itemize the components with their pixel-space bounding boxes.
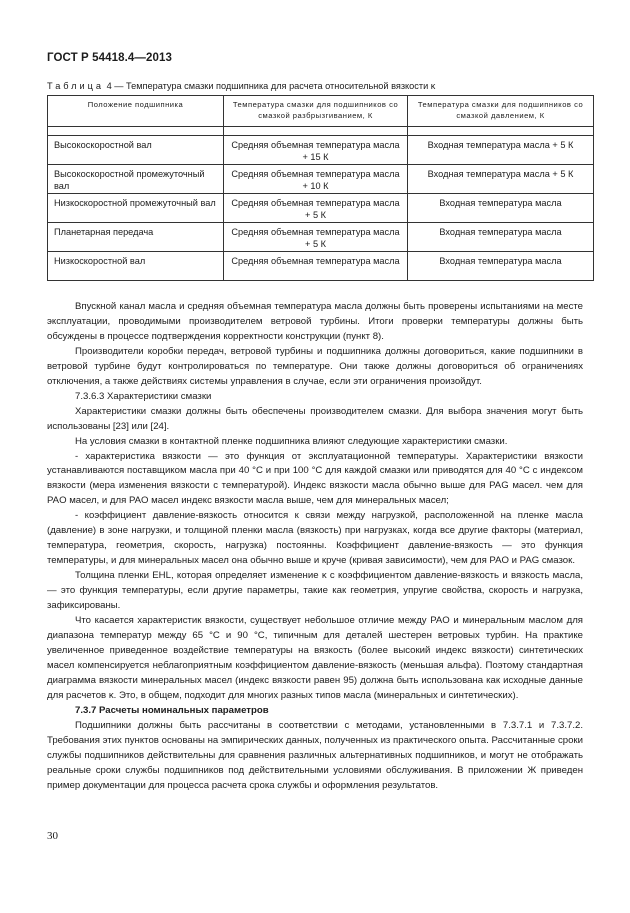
table-header-row	[48, 96, 594, 127]
paragraph: Производители коробки передач, ветровой турбины и подшипника должны договориться, какие подшипники в ветровой турбине будут контролироваться по температуре. Они также должны договориться об ограничениях отключения, а также действиях системы управления в случае, если эти ограничения произойдут.	[47, 345, 583, 387]
table-row	[48, 194, 594, 223]
list-item: - коэффициент давление-вязкость относится к связи между нагрузкой, расположенной на пленке масла (давление) в зоне нагрузки, и толщиной пленки масла (вязкость) при нагрузках, когда все другие факторы (материал, температура, геометрия, скорость, нагрузка) постоянны. Коэффициент давление-вязкость — это функция температуры, и для минеральных масел она обычно выше и круче (кривая зависимости), чем для PAO и PAG смазок.	[47, 510, 583, 567]
column-header-bearing-position: Положение подшипника	[48, 96, 224, 127]
table-cell: Входная температура масла	[408, 252, 594, 281]
paragraph: Впускной канал масла и средняя объемная температура масла должны быть проверены испытаниями на месте эксплуатации, проводимыми производителем ветровой турбины. Итоги проверки температуры должны быть обсуждены в процессе подтверждения корректности конструкции (пункт 8).	[47, 301, 583, 342]
table-cell: Средняя объемная температура масла + 5 К	[224, 223, 408, 252]
section-heading: 7.3.7 Расчеты номинальных параметров	[75, 704, 269, 716]
table-cell: Низкоскоростной вал	[48, 252, 224, 281]
paragraph: Что касается характеристик вязкости, существует небольшое отличие между PAO и минеральным маслом для диапазона температур между 65 °С и 90 °С, типичным для деталей шестерен ветровых турбин. На практике увеличенное приведенное воздействие температуры на вязкость (более высокий индекс вязкости) синтетических масел компенсируется неблагоприятным коэффициентом давление-вязкость (меньшая альфа). Поэтому стандартная диаграмма вязкости минеральных масел (индекс вязкости равен 95) должна быть использована как исходные данные для расчетов κ. Это, в общем, подходит для многих разных типов масла (минеральных и синтетических).	[47, 615, 583, 701]
column-header-splash-lubrication: Температура смазки для подшипников со смазкой разбрызгиванием, К	[224, 96, 408, 127]
table-caption	[47, 81, 435, 91]
table-cell: Входная температура масла	[408, 194, 594, 223]
table-cell: Средняя объемная температура масла + 15 К	[224, 136, 408, 165]
list-item: - характеристика вязкости — это функция от эксплуатационной температуры. Характеристики вязкости устанавливаются поставщиком масла при 40 °С и при 100 °С для каждой смазки или приводятся для 40 °С с индексом вязкости (мера изменения вязкости с температурой). Индекс вязкости масла обычно выше для PAG масел. чем для PAO масел, и для PAO масел индекс вязкости масла выше, чем для минеральных масел;	[47, 450, 583, 507]
table-spacer-row	[48, 127, 594, 136]
table-cell: Средняя объемная температура масла + 10 К	[224, 165, 408, 194]
table-row	[48, 252, 594, 281]
table-row	[48, 165, 594, 194]
column-header-pressure-lubrication: Температура смазки для подшипников со смазкой давлением, К	[408, 96, 594, 127]
table-cell: Высокоскоростной промежуточный вал	[48, 165, 224, 194]
section-heading: 7.3.6.3 Характеристики смазки	[75, 390, 212, 402]
table-cell: Входная температура масла + 5 К	[408, 165, 594, 194]
document-header: ГОСТ Р 54418.4—2013	[47, 52, 172, 64]
table-cell: Средняя объемная температура масла + 5 К	[224, 194, 408, 223]
table-caption-text: 4 — Температура смазки подшипника для расчета относительной вязкости κ	[104, 81, 436, 91]
table-caption-label: Таблица	[47, 81, 105, 91]
body-text	[47, 300, 583, 793]
table-cell: Низкоскоростной промежуточный вал	[48, 194, 224, 223]
paragraph: Толщина пленки EHL, которая определяет изменение κ с коэффициентом давление-вязкость и вязкость масла, — это функция температуры, если другие параметры, такие как геометрия, упругие свойства, скорость и нагрузка, зафиксированы.	[47, 570, 583, 612]
table-cell: Входная температура масла + 5 К	[408, 136, 594, 165]
table-cell: Планетарная передача	[48, 223, 224, 252]
page-number: 30	[47, 830, 58, 842]
table-row	[48, 136, 594, 165]
paragraph: Подшипники должны быть рассчитаны в соответствии с методами, установленными в 7.3.7.1 и 7.3.7.2. Требования этих пунктов основаны на эмпирических данных, полученных из практического опыта. Рассчитанные сроки службы подшипников действительны для сравнения различных альтернативных подшипников, и могут не отображать реальные сроки службы подшипников под действительными условиями обслуживания. В приложении Ж приведен пример документации для процесса расчета срока службы и оформления результатов.	[47, 719, 583, 791]
table-cell: Входная температура масла	[408, 223, 594, 252]
table-cell: Средняя объемная температура масла	[224, 252, 408, 281]
table-cell: Высокоскоростной вал	[48, 136, 224, 165]
lubrication-temperature-table	[47, 95, 594, 281]
table-row	[48, 223, 594, 252]
paragraph: На условия смазки в контактной пленке подшипника влияют следующие характеристики смазки.	[75, 435, 508, 447]
paragraph: Характеристики смазки должны быть обеспечены производителем смазки. Для выбора значения могут быть использованы [23] или [24].	[47, 405, 583, 432]
